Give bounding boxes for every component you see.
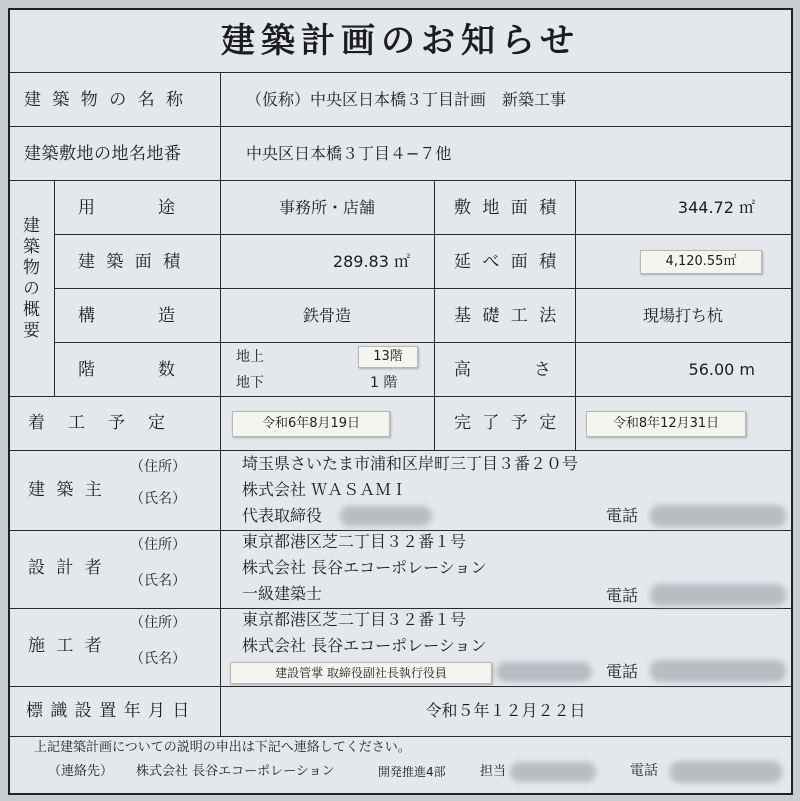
designer-address-label: （住所） — [130, 537, 186, 553]
floors-above-sticker — [358, 346, 418, 368]
footer-phone-redaction — [670, 761, 782, 783]
sign-date-value: 令和５年１２月２２日 — [425, 701, 586, 720]
footer-person-label: 担当 — [480, 764, 507, 779]
contractor-company: 株式会社 長谷エコーポレーション — [242, 636, 487, 655]
footer-contact-label: （連絡先） — [48, 764, 114, 779]
contractor-address-label: （住所） — [130, 615, 186, 631]
designer-company: 株式会社 長谷エコーポレーション — [242, 558, 487, 577]
designer-person: 一級建築士 — [242, 584, 323, 603]
foundation-value: 現場打ち杭 — [642, 306, 723, 325]
start-label: 着 工 予 定 — [28, 413, 168, 433]
contractor-address: 東京都港区芝二丁目３２番１号 — [242, 610, 467, 629]
site-area-value: 344.72 ㎡ — [677, 198, 755, 217]
start-value: 令和6年8月19日 — [261, 416, 361, 431]
footer-department: 開発推進4部 — [378, 765, 446, 779]
contractor-person-redaction — [496, 662, 592, 682]
footer-person-redaction — [510, 762, 596, 782]
owner-person-redaction — [340, 506, 432, 526]
completion-label: 完 了 予 定 — [454, 413, 560, 433]
completion-sticker — [586, 411, 746, 437]
contractor-phone-redaction — [650, 660, 786, 682]
owner-phone-label: 電話 — [606, 506, 639, 525]
owner-address-label: （住所） — [130, 459, 186, 475]
footer-note: 上記建築計画についての説明の申出は下記へ連絡してください。 — [34, 740, 411, 755]
contractor-person-sticker — [230, 662, 492, 684]
building-area-label: 建 築 面 積 — [78, 252, 184, 272]
designer-phone-label: 電話 — [606, 586, 639, 605]
use-label: 用 途 — [78, 198, 178, 218]
designer-label: 設 計 者 — [28, 558, 105, 578]
sign-date-label: 標 識 設 置 年 月 日 — [26, 701, 191, 721]
height-value: 56.00 m — [688, 360, 755, 379]
floors-above-value: 13階 — [373, 349, 403, 364]
building-area-value: 289.83 ㎡ — [332, 252, 410, 271]
height-label: 高 さ — [454, 360, 554, 380]
owner-name-label: （氏名） — [130, 491, 186, 507]
site-address-label: 建築敷地の地名地番 — [24, 144, 182, 164]
start-sticker — [232, 411, 390, 437]
completion-value: 令和8年12月31日 — [612, 416, 720, 431]
floor-area-sticker — [640, 250, 762, 274]
owner-label: 建 築 主 — [28, 480, 105, 500]
designer-phone-redaction — [650, 584, 786, 606]
foundation-label: 基 礎 工 法 — [454, 306, 560, 326]
contractor-name-label: （氏名） — [130, 651, 186, 667]
owner-person: 代表取締役 — [242, 506, 323, 525]
owner-phone-redaction — [650, 505, 786, 527]
floors-above-label: 地上 — [236, 349, 264, 365]
site-area-label: 敷 地 面 積 — [454, 198, 560, 218]
footer-phone-label: 電話 — [630, 763, 658, 779]
notice-board — [8, 8, 793, 795]
contractor-phone-label: 電話 — [606, 662, 639, 681]
building-name-value: （仮称）中央区日本橋３丁目計画 新築工事 — [246, 90, 567, 109]
site-address-value: 中央区日本橋３丁目４−７他 — [246, 144, 452, 163]
floors-label: 階 数 — [78, 360, 178, 380]
floor-area-label: 延 べ 面 積 — [454, 252, 560, 272]
floors-below-label: 地下 — [236, 375, 264, 391]
contractor-person: 建設管掌 取締役副社長執行役員 — [275, 666, 447, 680]
floor-area-value: 4,120.55㎡ — [665, 254, 737, 269]
page-title: 建築計画のお知らせ — [221, 21, 580, 61]
owner-address: 埼玉県さいたま市浦和区岸町三丁目３番２０号 — [242, 454, 579, 473]
structure-label: 構 造 — [78, 306, 178, 326]
footer-contact-company: 株式会社 長谷エコーポレーション — [136, 764, 335, 779]
building-name-label: 建 築 物 の 名 称 — [24, 90, 187, 110]
floors-below-value: 1 階 — [370, 375, 398, 391]
owner-company: 株式会社 ＷＡＳＡＭＩ — [242, 480, 408, 499]
designer-address: 東京都港区芝二丁目３２番１号 — [242, 532, 467, 551]
use-value: 事務所・店舗 — [278, 198, 375, 217]
structure-value: 鉄骨造 — [302, 306, 351, 325]
designer-name-label: （氏名） — [130, 573, 186, 589]
overview-label: 建築物の概要 — [19, 216, 39, 342]
contractor-label: 施 工 者 — [28, 636, 105, 656]
